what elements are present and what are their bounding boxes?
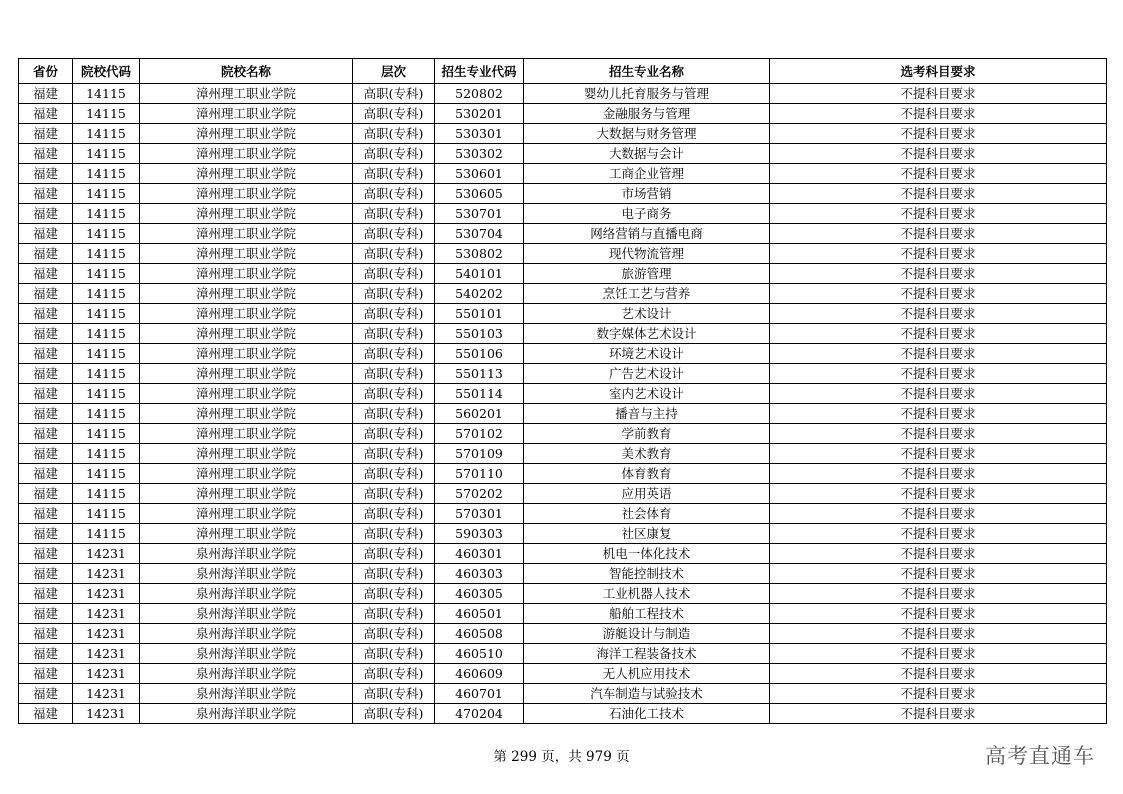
cell-subject-requirement: 不提科目要求 <box>770 484 1107 504</box>
table-row <box>19 544 1107 564</box>
cell-major-name: 美术教育 <box>524 444 770 464</box>
cell-major-code: 550103 <box>435 324 524 344</box>
cell-major-name: 广告艺术设计 <box>524 364 770 384</box>
cell-subject-requirement: 不提科目要求 <box>770 704 1107 724</box>
cell-school-name: 漳州理工职业学院 <box>140 304 353 324</box>
cell-major-name: 市场营销 <box>524 184 770 204</box>
cell-province: 福建 <box>19 244 73 264</box>
cell-school-name: 泉州海洋职业学院 <box>140 704 353 724</box>
cell-school-code: 14115 <box>73 344 140 364</box>
cell-major-name: 应用英语 <box>524 484 770 504</box>
cell-major-name: 社会体育 <box>524 504 770 524</box>
cell-level: 高职(专科) <box>353 604 435 624</box>
table-row <box>19 564 1107 584</box>
cell-province: 福建 <box>19 344 73 364</box>
table-body <box>19 84 1107 724</box>
cell-major-name: 体育教育 <box>524 464 770 484</box>
header-level: 层次 <box>353 59 435 84</box>
cell-major-name: 汽车制造与试验技术 <box>524 684 770 704</box>
cell-major-name: 室内艺术设计 <box>524 384 770 404</box>
cell-school-code: 14115 <box>73 284 140 304</box>
cell-school-code: 14115 <box>73 164 140 184</box>
cell-major-code: 550106 <box>435 344 524 364</box>
cell-major-name: 学前教育 <box>524 424 770 444</box>
cell-school-code: 14115 <box>73 244 140 264</box>
cell-province: 福建 <box>19 404 73 424</box>
cell-school-name: 漳州理工职业学院 <box>140 244 353 264</box>
cell-level: 高职(专科) <box>353 364 435 384</box>
cell-school-code: 14115 <box>73 324 140 344</box>
cell-school-code: 14115 <box>73 204 140 224</box>
cell-province: 福建 <box>19 144 73 164</box>
cell-school-code: 14231 <box>73 664 140 684</box>
cell-level: 高职(专科) <box>353 224 435 244</box>
cell-major-code: 560201 <box>435 404 524 424</box>
cell-level: 高职(专科) <box>353 464 435 484</box>
table-header-row <box>19 59 1107 84</box>
cell-subject-requirement: 不提科目要求 <box>770 344 1107 364</box>
table-row <box>19 604 1107 624</box>
cell-province: 福建 <box>19 184 73 204</box>
table-row <box>19 664 1107 684</box>
cell-major-name: 数字媒体艺术设计 <box>524 324 770 344</box>
cell-school-name: 漳州理工职业学院 <box>140 464 353 484</box>
cell-school-code: 14115 <box>73 384 140 404</box>
cell-school-code: 14115 <box>73 524 140 544</box>
cell-province: 福建 <box>19 644 73 664</box>
cell-school-code: 14115 <box>73 224 140 244</box>
cell-major-code: 460305 <box>435 584 524 604</box>
cell-school-name: 漳州理工职业学院 <box>140 484 353 504</box>
cell-school-code: 14231 <box>73 644 140 664</box>
cell-major-code: 540101 <box>435 264 524 284</box>
cell-major-code: 540202 <box>435 284 524 304</box>
cell-school-code: 14115 <box>73 84 140 104</box>
cell-level: 高职(专科) <box>353 84 435 104</box>
cell-level: 高职(专科) <box>353 564 435 584</box>
cell-subject-requirement: 不提科目要求 <box>770 104 1107 124</box>
table-row <box>19 624 1107 644</box>
cell-level: 高职(专科) <box>353 124 435 144</box>
table-row <box>19 684 1107 704</box>
cell-province: 福建 <box>19 224 73 244</box>
table-row <box>19 84 1107 104</box>
cell-subject-requirement: 不提科目要求 <box>770 644 1107 664</box>
cell-school-code: 14231 <box>73 704 140 724</box>
cell-province: 福建 <box>19 304 73 324</box>
cell-major-code: 460701 <box>435 684 524 704</box>
header-school-name: 院校名称 <box>140 59 353 84</box>
cell-subject-requirement: 不提科目要求 <box>770 464 1107 484</box>
cell-school-name: 漳州理工职业学院 <box>140 124 353 144</box>
cell-major-code: 570109 <box>435 444 524 464</box>
cell-subject-requirement: 不提科目要求 <box>770 424 1107 444</box>
table-row <box>19 384 1107 404</box>
cell-major-name: 金融服务与管理 <box>524 104 770 124</box>
cell-major-code: 460508 <box>435 624 524 644</box>
cell-school-name: 泉州海洋职业学院 <box>140 564 353 584</box>
table-row <box>19 504 1107 524</box>
cell-province: 福建 <box>19 584 73 604</box>
cell-school-name: 漳州理工职业学院 <box>140 424 353 444</box>
cell-subject-requirement: 不提科目要求 <box>770 384 1107 404</box>
cell-school-code: 14115 <box>73 264 140 284</box>
cell-province: 福建 <box>19 284 73 304</box>
cell-province: 福建 <box>19 684 73 704</box>
cell-province: 福建 <box>19 624 73 644</box>
cell-school-code: 14115 <box>73 444 140 464</box>
cell-province: 福建 <box>19 484 73 504</box>
cell-major-code: 570102 <box>435 424 524 444</box>
cell-school-name: 泉州海洋职业学院 <box>140 684 353 704</box>
table-row <box>19 144 1107 164</box>
cell-major-code: 590303 <box>435 524 524 544</box>
cell-school-name: 漳州理工职业学院 <box>140 184 353 204</box>
cell-level: 高职(专科) <box>353 544 435 564</box>
table-row <box>19 404 1107 424</box>
table-row <box>19 324 1107 344</box>
cell-level: 高职(专科) <box>353 424 435 444</box>
cell-school-code: 14115 <box>73 504 140 524</box>
cell-school-name: 漳州理工职业学院 <box>140 204 353 224</box>
header-major-name: 招生专业名称 <box>524 59 770 84</box>
header-school-code: 院校代码 <box>73 59 140 84</box>
cell-province: 福建 <box>19 264 73 284</box>
table-row <box>19 244 1107 264</box>
cell-school-name: 漳州理工职业学院 <box>140 324 353 344</box>
cell-school-name: 泉州海洋职业学院 <box>140 664 353 684</box>
cell-subject-requirement: 不提科目要求 <box>770 404 1107 424</box>
cell-major-code: 520802 <box>435 84 524 104</box>
cell-school-code: 14115 <box>73 404 140 424</box>
cell-major-name: 播音与主持 <box>524 404 770 424</box>
admissions-table <box>18 58 1107 724</box>
cell-school-code: 14231 <box>73 624 140 644</box>
cell-subject-requirement: 不提科目要求 <box>770 84 1107 104</box>
cell-school-code: 14115 <box>73 464 140 484</box>
table-row <box>19 704 1107 724</box>
cell-subject-requirement: 不提科目要求 <box>770 664 1107 684</box>
cell-province: 福建 <box>19 444 73 464</box>
cell-subject-requirement: 不提科目要求 <box>770 544 1107 564</box>
cell-major-name: 社区康复 <box>524 524 770 544</box>
cell-major-code: 530802 <box>435 244 524 264</box>
cell-school-name: 漳州理工职业学院 <box>140 404 353 424</box>
table-row <box>19 264 1107 284</box>
cell-major-code: 570301 <box>435 504 524 524</box>
cell-school-name: 漳州理工职业学院 <box>140 224 353 244</box>
cell-level: 高职(专科) <box>353 264 435 284</box>
cell-subject-requirement: 不提科目要求 <box>770 184 1107 204</box>
cell-province: 福建 <box>19 124 73 144</box>
cell-province: 福建 <box>19 504 73 524</box>
cell-school-code: 14115 <box>73 104 140 124</box>
cell-major-code: 460303 <box>435 564 524 584</box>
cell-major-name: 大数据与财务管理 <box>524 124 770 144</box>
cell-school-code: 14115 <box>73 304 140 324</box>
table-row <box>19 164 1107 184</box>
cell-subject-requirement: 不提科目要求 <box>770 604 1107 624</box>
cell-level: 高职(专科) <box>353 484 435 504</box>
cell-major-name: 大数据与会计 <box>524 144 770 164</box>
cell-major-name: 机电一体化技术 <box>524 544 770 564</box>
table-row <box>19 104 1107 124</box>
cell-school-name: 漳州理工职业学院 <box>140 344 353 364</box>
cell-level: 高职(专科) <box>353 584 435 604</box>
cell-province: 福建 <box>19 324 73 344</box>
cell-major-code: 530601 <box>435 164 524 184</box>
cell-province: 福建 <box>19 384 73 404</box>
cell-province: 福建 <box>19 524 73 544</box>
cell-major-code: 460510 <box>435 644 524 664</box>
cell-level: 高职(专科) <box>353 184 435 204</box>
cell-major-code: 460609 <box>435 664 524 684</box>
cell-major-code: 530701 <box>435 204 524 224</box>
cell-school-code: 14231 <box>73 684 140 704</box>
cell-subject-requirement: 不提科目要求 <box>770 304 1107 324</box>
cell-subject-requirement: 不提科目要求 <box>770 624 1107 644</box>
cell-subject-requirement: 不提科目要求 <box>770 204 1107 224</box>
cell-major-code: 530605 <box>435 184 524 204</box>
table-row <box>19 444 1107 464</box>
cell-subject-requirement: 不提科目要求 <box>770 284 1107 304</box>
cell-major-code: 530301 <box>435 124 524 144</box>
cell-province: 福建 <box>19 604 73 624</box>
cell-major-name: 海洋工程装备技术 <box>524 644 770 664</box>
cell-school-code: 14115 <box>73 484 140 504</box>
cell-level: 高职(专科) <box>353 684 435 704</box>
cell-subject-requirement: 不提科目要求 <box>770 144 1107 164</box>
cell-major-code: 470204 <box>435 704 524 724</box>
cell-major-code: 530201 <box>435 104 524 124</box>
cell-major-name: 工商企业管理 <box>524 164 770 184</box>
cell-major-code: 550101 <box>435 304 524 324</box>
cell-subject-requirement: 不提科目要求 <box>770 684 1107 704</box>
header-province: 省份 <box>19 59 73 84</box>
cell-major-name: 旅游管理 <box>524 264 770 284</box>
cell-school-name: 漳州理工职业学院 <box>140 144 353 164</box>
cell-school-code: 14231 <box>73 604 140 624</box>
table-row <box>19 184 1107 204</box>
cell-subject-requirement: 不提科目要求 <box>770 324 1107 344</box>
cell-subject-requirement: 不提科目要求 <box>770 564 1107 584</box>
cell-subject-requirement: 不提科目要求 <box>770 124 1107 144</box>
table-row <box>19 364 1107 384</box>
cell-major-name: 环境艺术设计 <box>524 344 770 364</box>
cell-level: 高职(专科) <box>353 704 435 724</box>
cell-province: 福建 <box>19 704 73 724</box>
cell-school-name: 泉州海洋职业学院 <box>140 544 353 564</box>
cell-subject-requirement: 不提科目要求 <box>770 224 1107 244</box>
header-subject-requirement: 选考科目要求 <box>770 59 1107 84</box>
table-row <box>19 484 1107 504</box>
cell-province: 福建 <box>19 564 73 584</box>
cell-level: 高职(专科) <box>353 244 435 264</box>
cell-level: 高职(专科) <box>353 664 435 684</box>
cell-school-name: 泉州海洋职业学院 <box>140 624 353 644</box>
cell-subject-requirement: 不提科目要求 <box>770 164 1107 184</box>
cell-major-code: 530704 <box>435 224 524 244</box>
cell-province: 福建 <box>19 204 73 224</box>
cell-school-name: 泉州海洋职业学院 <box>140 644 353 664</box>
cell-level: 高职(专科) <box>353 344 435 364</box>
cell-school-name: 漳州理工职业学院 <box>140 524 353 544</box>
watermark-logo-text: 高考直通车 <box>985 744 1095 768</box>
cell-province: 福建 <box>19 464 73 484</box>
cell-level: 高职(专科) <box>353 404 435 424</box>
cell-school-name: 漳州理工职业学院 <box>140 384 353 404</box>
cell-major-name: 网络营销与直播电商 <box>524 224 770 244</box>
cell-major-name: 石油化工技术 <box>524 704 770 724</box>
header-major-code: 招生专业代码 <box>435 59 524 84</box>
cell-major-name: 电子商务 <box>524 204 770 224</box>
cell-major-name: 烹饪工艺与营养 <box>524 284 770 304</box>
cell-major-name: 游艇设计与制造 <box>524 624 770 644</box>
cell-subject-requirement: 不提科目要求 <box>770 524 1107 544</box>
cell-level: 高职(专科) <box>353 624 435 644</box>
cell-major-code: 570110 <box>435 464 524 484</box>
cell-major-name: 艺术设计 <box>524 304 770 324</box>
cell-school-code: 14231 <box>73 564 140 584</box>
cell-school-name: 漳州理工职业学院 <box>140 164 353 184</box>
table-row <box>19 584 1107 604</box>
cell-school-name: 漳州理工职业学院 <box>140 444 353 464</box>
cell-subject-requirement: 不提科目要求 <box>770 244 1107 264</box>
cell-major-name: 无人机应用技术 <box>524 664 770 684</box>
cell-province: 福建 <box>19 544 73 564</box>
cell-major-name: 智能控制技术 <box>524 564 770 584</box>
cell-province: 福建 <box>19 104 73 124</box>
cell-province: 福建 <box>19 364 73 384</box>
cell-subject-requirement: 不提科目要求 <box>770 584 1107 604</box>
cell-subject-requirement: 不提科目要求 <box>770 264 1107 284</box>
cell-major-code: 550113 <box>435 364 524 384</box>
table-row <box>19 204 1107 224</box>
cell-school-code: 14115 <box>73 364 140 384</box>
cell-province: 福建 <box>19 424 73 444</box>
cell-level: 高职(专科) <box>353 324 435 344</box>
table-row <box>19 644 1107 664</box>
cell-province: 福建 <box>19 164 73 184</box>
table-row <box>19 344 1107 364</box>
cell-major-name: 工业机器人技术 <box>524 584 770 604</box>
cell-major-code: 460501 <box>435 604 524 624</box>
cell-major-name: 现代物流管理 <box>524 244 770 264</box>
cell-province: 福建 <box>19 84 73 104</box>
cell-school-name: 漳州理工职业学院 <box>140 364 353 384</box>
cell-level: 高职(专科) <box>353 444 435 464</box>
table-row <box>19 284 1107 304</box>
cell-school-name: 漳州理工职业学院 <box>140 284 353 304</box>
cell-level: 高职(专科) <box>353 164 435 184</box>
cell-school-code: 14115 <box>73 144 140 164</box>
cell-level: 高职(专科) <box>353 384 435 404</box>
cell-subject-requirement: 不提科目要求 <box>770 444 1107 464</box>
cell-major-code: 460301 <box>435 544 524 564</box>
cell-level: 高职(专科) <box>353 204 435 224</box>
cell-school-name: 漳州理工职业学院 <box>140 84 353 104</box>
cell-level: 高职(专科) <box>353 304 435 324</box>
cell-school-code: 14115 <box>73 124 140 144</box>
cell-level: 高职(专科) <box>353 144 435 164</box>
table-row <box>19 524 1107 544</box>
table-row <box>19 304 1107 324</box>
cell-subject-requirement: 不提科目要求 <box>770 364 1107 384</box>
table-row <box>19 424 1107 444</box>
cell-level: 高职(专科) <box>353 644 435 664</box>
cell-school-code: 14231 <box>73 544 140 564</box>
cell-school-name: 漳州理工职业学院 <box>140 504 353 524</box>
cell-subject-requirement: 不提科目要求 <box>770 504 1107 524</box>
cell-school-code: 14115 <box>73 424 140 444</box>
cell-school-name: 漳州理工职业学院 <box>140 104 353 124</box>
cell-school-name: 泉州海洋职业学院 <box>140 604 353 624</box>
cell-major-code: 530302 <box>435 144 524 164</box>
cell-school-name: 漳州理工职业学院 <box>140 264 353 284</box>
table-row <box>19 464 1107 484</box>
cell-school-code: 14115 <box>73 184 140 204</box>
cell-province: 福建 <box>19 664 73 684</box>
cell-major-code: 570202 <box>435 484 524 504</box>
table-row <box>19 124 1107 144</box>
cell-school-code: 14231 <box>73 584 140 604</box>
cell-major-name: 婴幼儿托育服务与管理 <box>524 84 770 104</box>
cell-school-name: 泉州海洋职业学院 <box>140 584 353 604</box>
table-row <box>19 224 1107 244</box>
page-number: 第 299 页，共 979 页 <box>493 749 630 765</box>
cell-level: 高职(专科) <box>353 524 435 544</box>
cell-level: 高职(专科) <box>353 284 435 304</box>
cell-major-name: 船舶工程技术 <box>524 604 770 624</box>
cell-level: 高职(专科) <box>353 504 435 524</box>
cell-level: 高职(专科) <box>353 104 435 124</box>
cell-major-code: 550114 <box>435 384 524 404</box>
